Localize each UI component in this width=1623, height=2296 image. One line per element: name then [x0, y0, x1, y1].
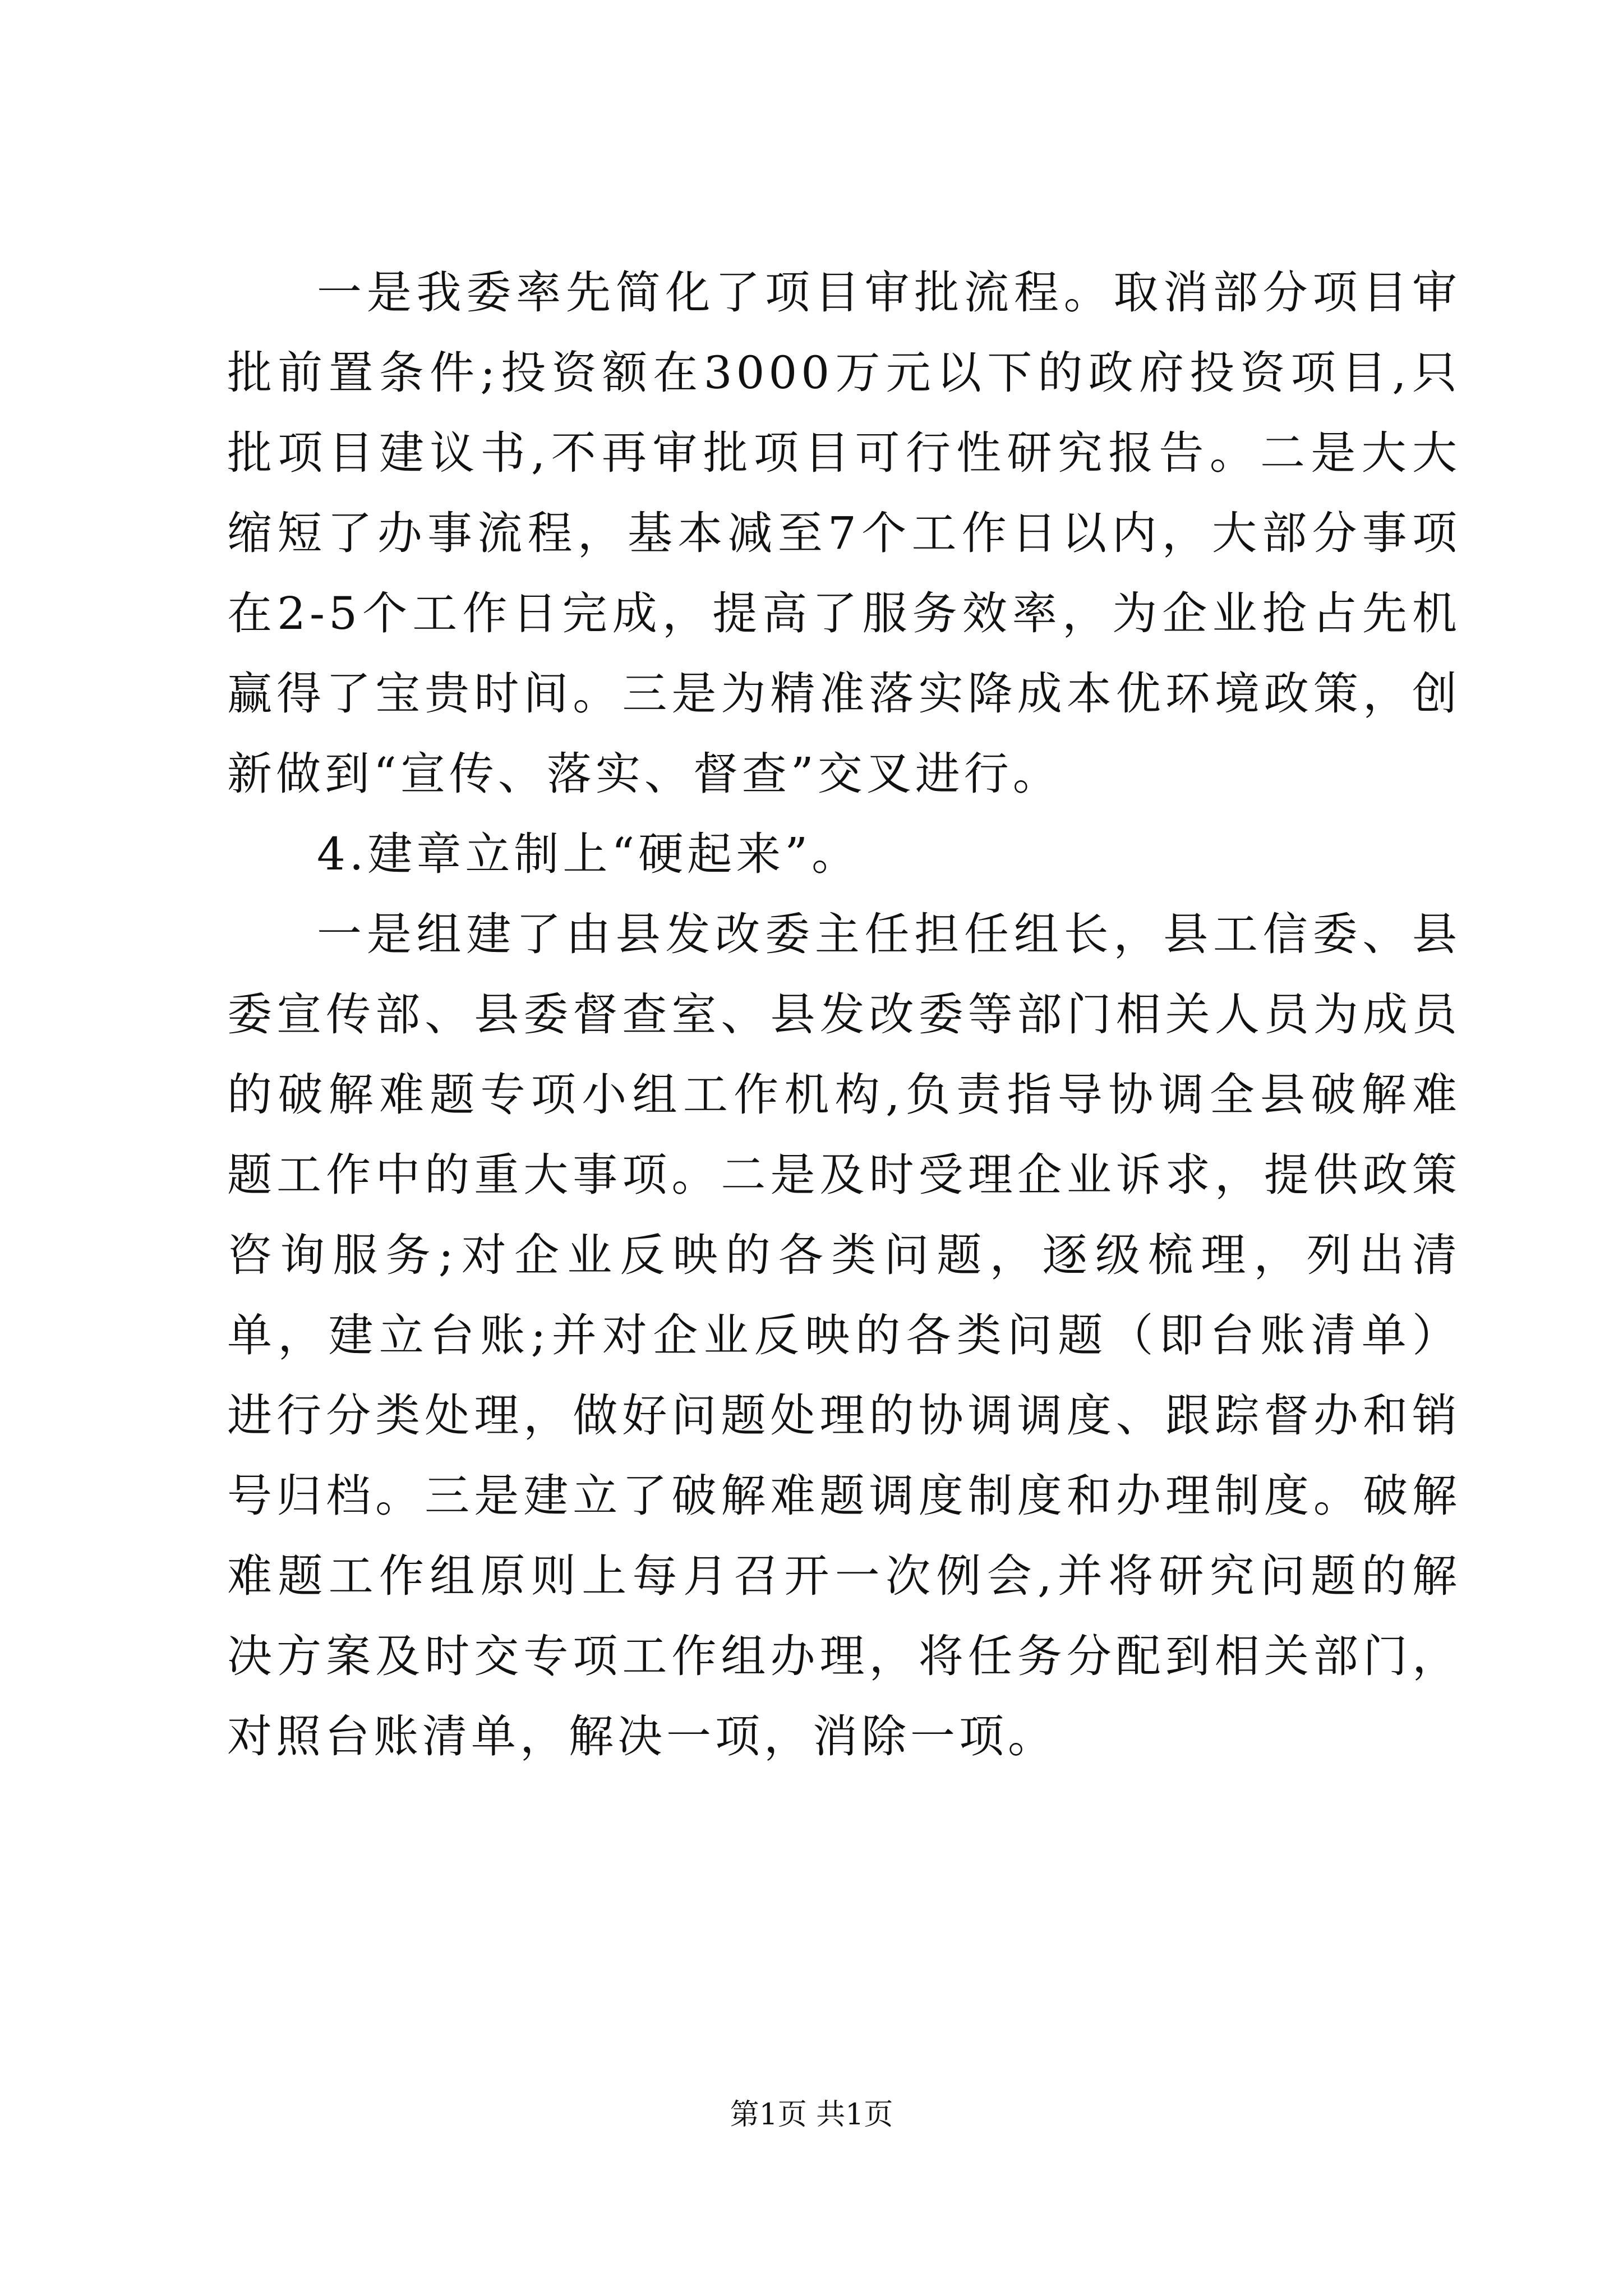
document-body	[227, 252, 1461, 1777]
paragraph-working-group: 一是组建了由县发改委主任担任组长，县工信委、县委宣传部、县委督查室、县发改委等部门相关人员为成员的破解难题专项小组工作机构,负责指导协调全县破解难题工作中的重大事项。二是及时受理企业诉求，提供政策咨询服务;对企业反映的各类问题，逐级梳理，列出清单，建立台账;并对企业反映的各类问题（即台账清单）进行分类处理，做好问题处理的协调调度、跟踪督办和销号归档。三是建立了破解难题调度制度和办理制度。破解难题工作组原则上每月召开一次例会,并将研究问题的解决方案及时交专项工作组办理，将任务分配到相关部门，对照台账清单，解决一项，消除一项。	[227, 908, 1461, 1763]
paragraph-approval-process: 一是我委率先简化了项目审批流程。取消部分项目审批前置条件;投资额在3000万元以下的政府投资项目,只批项目建议书,不再审批项目可行性研究报告。二是大大缩短了办事流程，基本减至7个工作日以内，大部分事项在2-5个工作日完成，提高了服务效率，为企业抢占先机赢得了宝贵时间。三是为精准落实降成本优环境政策，创新做到“宣传、落实、督查”交叉进行。	[227, 266, 1461, 800]
section-heading-regulations: 4.建章立制上“硬起来”。	[317, 828, 861, 880]
page-footer: 第1页 共1页	[730, 2098, 893, 2132]
